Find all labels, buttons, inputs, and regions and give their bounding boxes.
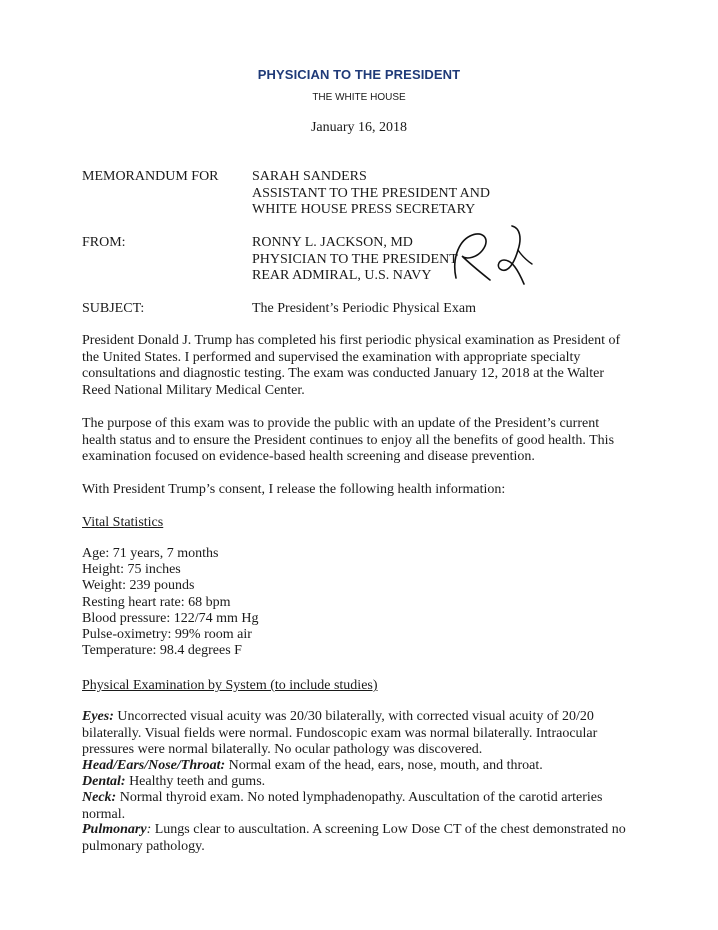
exam-neck: [82, 790, 634, 823]
memo-from-line: RONNY L. JACKSON, MD: [252, 235, 413, 250]
exam-dental-label: Dental:: [82, 774, 126, 789]
exam-neck-text: Normal thyroid exam. No noted lymphadenopathy. Auscultation of the carotid arteries normal.: [82, 790, 603, 822]
body-paragraph-1: President Donald J. Trump has completed his first periodic physical examination as President of the United States. I performed and supervised the examination with appropriate specialty consultations and diagnostic testing. The exam was conducted January 12, 2018 at the Walter Reed National Military Medical Center.: [82, 333, 621, 398]
vital-item: Weight: 239 pounds: [82, 578, 195, 594]
vital-item: Age: 71 years, 7 months: [82, 546, 219, 561]
handwritten-signature: [448, 220, 538, 290]
memo-for-line: WHITE HOUSE PRESS SECRETARY: [252, 202, 476, 217]
vital-item: Resting heart rate: 68 bpm: [82, 594, 231, 610]
exam-pulmonary-text: Lungs clear to auscultation. A screening Low Dose CT of the chest demonstrated no pulmonary pathology.: [82, 822, 626, 854]
memo-for-line: SARAH SANDERS: [252, 169, 367, 184]
letterhead-title: PHYSICIAN TO THE PRESIDENT: [257, 67, 461, 82]
exam-heent: [82, 758, 634, 775]
exam-neck-label: Neck:: [82, 790, 117, 805]
memo-subject: The President’s Periodic Physical Exam: [252, 301, 476, 316]
exam-eyes-label: Eyes:: [82, 709, 114, 724]
memo-from-label: FROM:: [82, 235, 126, 250]
vitals-heading: Vital Statistics: [82, 515, 164, 530]
memo-for-line: ASSISTANT TO THE PRESIDENT AND: [252, 185, 490, 201]
letterhead-subtitle: THE WHITE HOUSE: [312, 92, 406, 103]
vital-item: Height: 75 inches: [82, 562, 181, 578]
memo-subject-label: SUBJECT:: [82, 301, 145, 316]
exam-heent-label: Head/Ears/Nose/Throat:: [82, 758, 226, 773]
exam-heent-text: Normal exam of the head, ears, nose, mouth, and throat.: [225, 758, 543, 773]
vital-item: Pulse-oximetry: 99% room air: [82, 627, 252, 643]
exam-pulmonary-label: Pulmonary: [82, 822, 147, 837]
body-paragraph-2: The purpose of this exam was to provide the public with an update of the President’s current health status and to ensure the President continues to enjoy all the benefits of good health. This examination focused on evidence-based health screening and disease prevention.: [82, 416, 615, 465]
memo-from-line: PHYSICIAN TO THE PRESIDENT: [252, 251, 458, 267]
body-paragraph-3: With President Trump’s consent, I release the following health information:: [82, 482, 506, 497]
memo-from-sender: [252, 235, 458, 285]
exam-pulmonary-colon: :: [146, 822, 152, 837]
exam-dental: [82, 774, 634, 791]
memo-date: January 16, 2018: [310, 120, 408, 135]
exam-dental-text: Healthy teeth and gums.: [125, 774, 266, 789]
exam-pulmonary: [82, 822, 634, 855]
exam-eyes-text: Uncorrected visual acuity was 20/30 bilaterally, with corrected visual acuity of 20/20 bilaterally. Visual fields were normal. Fundoscopic exam was normal bilaterally. Intraocular pressures were normal bilaterally. No ocular pathology was discovered.: [82, 709, 598, 758]
memo-for-recipient: [252, 169, 490, 219]
memo-for-label: MEMORANDUM FOR: [82, 169, 219, 184]
exam-heading: Physical Examination by System (to include studies): [82, 678, 378, 693]
memo-from-line: REAR ADMIRAL, U.S. NAVY: [252, 268, 432, 283]
exam-eyes: [82, 709, 634, 759]
vital-item: Blood pressure: 122/74 mm Hg: [82, 610, 259, 626]
vital-item: Temperature: 98.4 degrees F: [82, 643, 242, 659]
vitals-list: [82, 546, 634, 659]
